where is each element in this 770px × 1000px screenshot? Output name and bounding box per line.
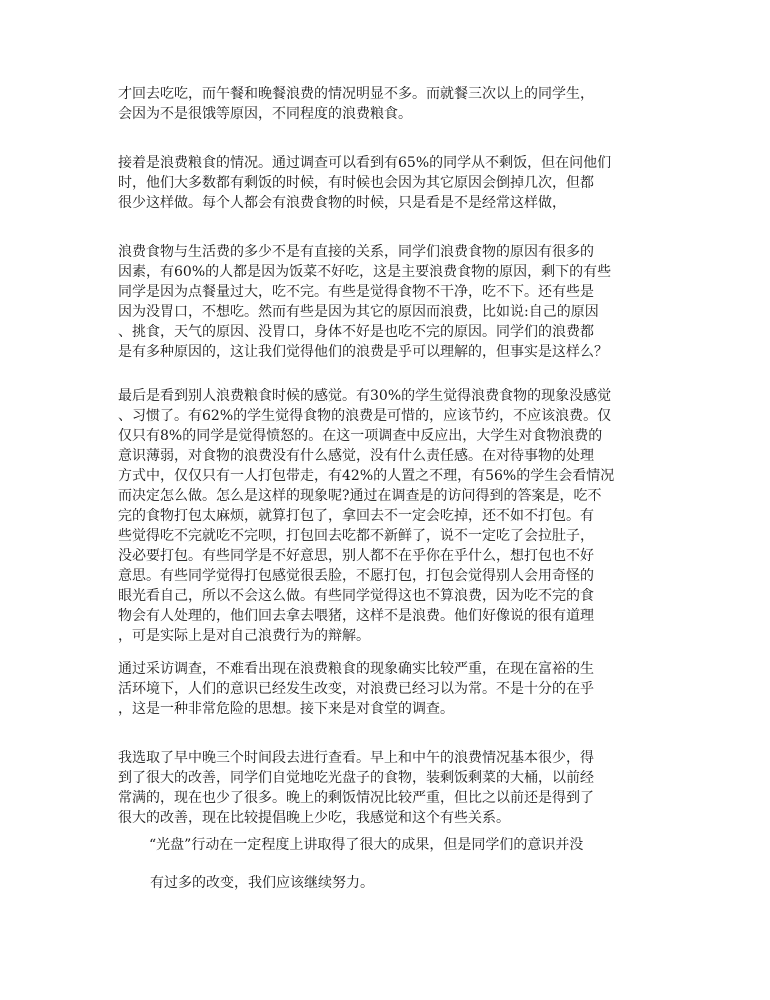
text-line: 仅只有8%的同学是觉得愤怒的。在这一项调查中反应出，大学生对食物浪费的 — [118, 428, 603, 444]
paragraph-closing — [150, 873, 660, 893]
text-line: 我选取了早中晚三个时间段去进行查看。早上和中午的浪费情况基本很少，得 — [118, 750, 594, 766]
text-line: 有过多的改变，我们应该继续努力。 — [150, 875, 374, 891]
text-line: “光盘”行动在一定程度上讲取得了很大的成果，但是同学们的意识并没 — [149, 837, 584, 853]
paragraph-waste-reasons — [118, 242, 656, 362]
text-line: 会因为不是很饿等原因，不同程度的浪费粮食。 — [118, 106, 412, 122]
text-line: 方式中，仅仅只有一人打包带走，有42%的人置之不理，有56%的学生会看情况 — [118, 468, 615, 484]
text-line: 是有多种原因的，这让我们觉得他们的浪费是乎可以理解的，但事实是这样么？ — [118, 344, 608, 360]
text-line: 常满的，现在也少了很多。晚上的剩饭情况比较严重，但比之以前还是得到了 — [118, 790, 594, 806]
text-line: 才回去吃吃，而午餐和晚餐浪费的情况明显不多。而就餐三次以上的同学生， — [118, 86, 594, 102]
text-line: 因素，有60%的人都是因为饭菜不好吃，这是主要浪费食物的原因，剩下的有些 — [118, 264, 612, 280]
text-line: ，可是实际上是对自己浪费行为的辩解。 — [118, 628, 370, 644]
text-line: 到了很大的改善，同学们自觉地吃光盘子的食物，装剩饭剩菜的大桶，以前经 — [118, 770, 594, 786]
text-line: 、挑食，天气的原因、没胃口，身体不好是也吃不完的原因。同学们的浪费都 — [118, 324, 594, 340]
text-line: 意思。有些同学觉得打包感觉很丢脸，不愿打包，打包会觉得别人会用奇怪的 — [118, 568, 594, 584]
text-line: 物会有人处理的，他们回去拿去喂猪，这样不是浪费。他们好像说的很有道理 — [118, 608, 594, 624]
text-line: ，这是一种非常危险的思想。接下来是对食堂的调查。 — [118, 701, 454, 717]
text-line: 接着是浪费粮食的情况。通过调查可以看到有65%的同学从不剩饭，但在问他们 — [118, 155, 612, 171]
text-line: 眼光看自己，所以不会这么做。有些同学觉得这也不算浪费，因为吃不完的食 — [118, 588, 594, 604]
text-line: 活环境下，人们的意识已经发生改变，对浪费已经习以为常。不是十分的在乎 — [118, 681, 594, 697]
paragraph-interview-conclusion — [118, 659, 656, 719]
paragraph-cafeteria-survey — [118, 748, 656, 828]
text-line: 些觉得吃不完就吃不完呗，打包回去吃都不新鲜了，说不一定吃了会拉肚子， — [118, 528, 594, 544]
text-line: 完的食物打包太麻烦，就算打包了，拿回去不一定会吃掉，还不如不打包。有 — [118, 508, 594, 524]
text-line: 因为没胃口，不想吃。然而有些是因为其它的原因而浪费，比如说:自己的原因 — [118, 304, 599, 320]
text-line: 、习惯了。有62%的学生觉得食物的浪费是可惜的，应该节约，不应该浪费。仅 — [118, 408, 612, 424]
text-line: 意识薄弱，对食物的浪费没有什么感觉，没有什么责任感。在对待事物的处理 — [118, 448, 594, 464]
text-line: 同学是因为点餐量过大，吃不完。有些是觉得食物不干净，吃不下。还有些是 — [118, 284, 594, 300]
text-line: 最后是看到别人浪费粮食时候的感觉。有30%的学生觉得浪费食物的现象没感觉 — [118, 388, 612, 404]
text-line: 通过采访调查，不难看出现在浪费粮食的现象确实比较严重，在现在富裕的生 — [118, 661, 594, 677]
text-line: 而决定怎么做。怎么是这样的现象呢?通过在调查是的访问得到的答案是，吃不 — [118, 488, 602, 504]
text-line: 很大的改善，现在比较提倡晚上少吃，我感觉和这个有些关系。 — [118, 810, 510, 826]
paragraph-meal-frequency — [118, 84, 656, 124]
text-line: 很少这样做。每个人都会有浪费食物的时候，只是看是不是经常这样做， — [118, 195, 566, 211]
paragraph-attitudes — [118, 386, 656, 646]
text-line: 没必要打包。有些同学是不好意思，别人都不在乎你在乎什么，想打包也不好 — [118, 548, 594, 564]
paragraph-clean-plate-campaign — [149, 835, 687, 855]
paragraph-waste-situation — [118, 153, 656, 213]
text-line: 浪费食物与生活费的多少不是有直接的关系，同学们浪费食物的原因有很多的 — [118, 244, 594, 260]
text-line: 时，他们大多数都有剩饭的时候，有时候也会因为其它原因会倒掉几次，但都 — [118, 175, 594, 191]
